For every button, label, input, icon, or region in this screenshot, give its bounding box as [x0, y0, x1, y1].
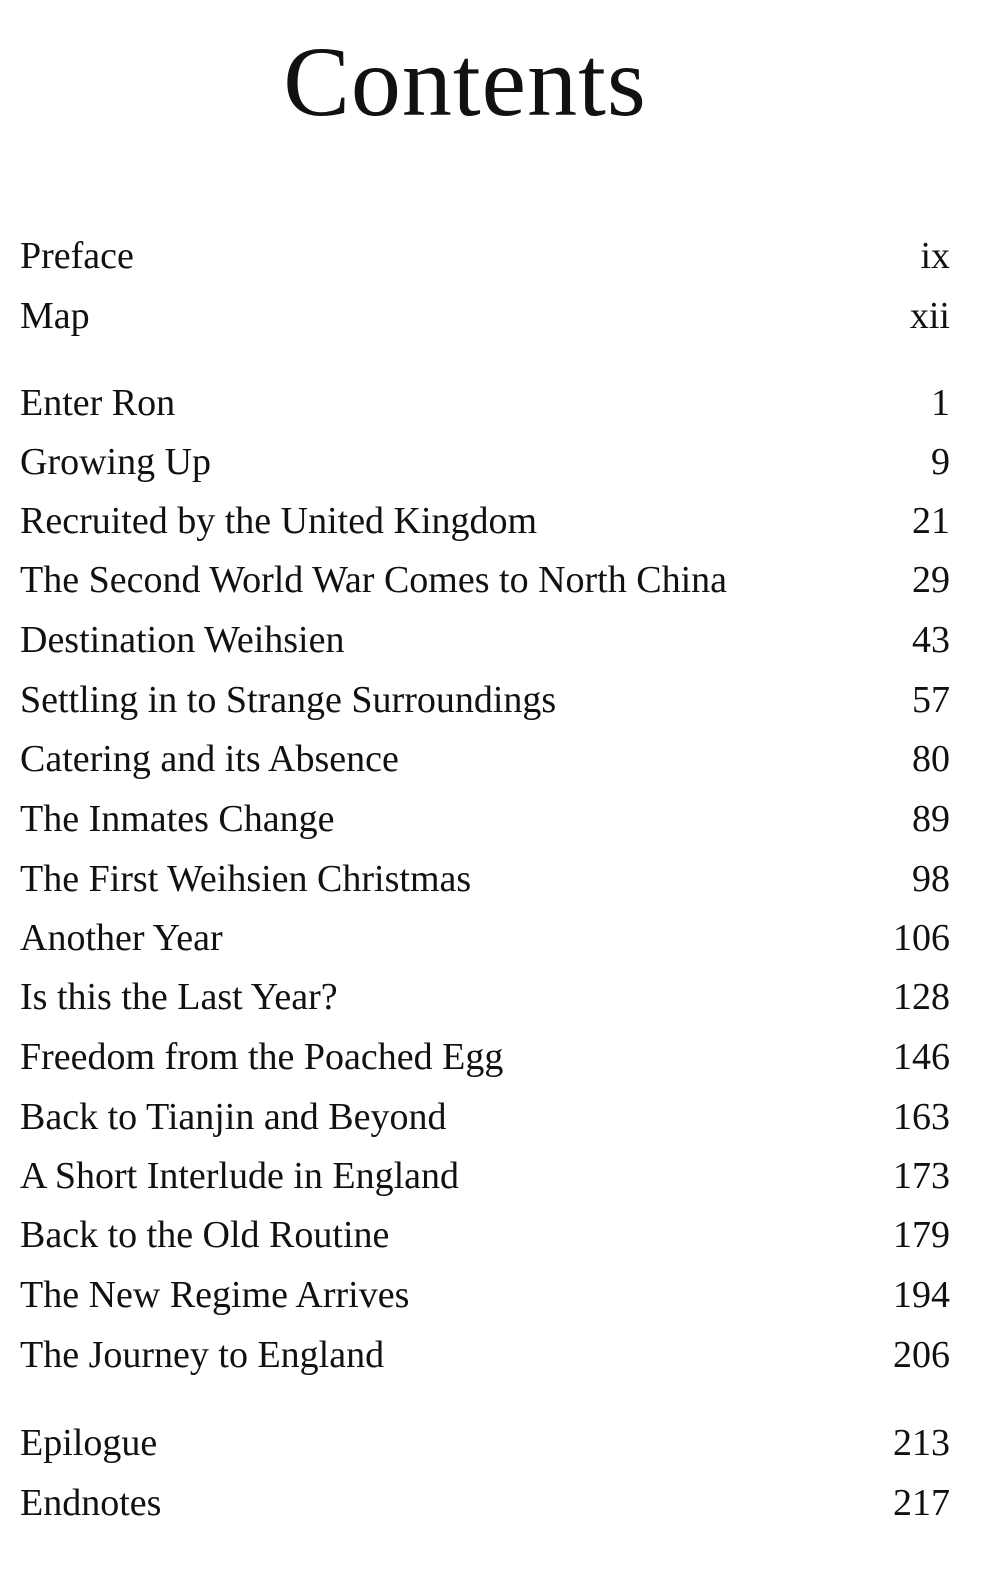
- toc-entry: [20, 789, 950, 849]
- toc-entry: [20, 432, 950, 492]
- toc-entry-page: 9: [931, 441, 950, 483]
- toc-entry: [20, 967, 950, 1027]
- toc-entry: [20, 849, 950, 909]
- toc-entry: [20, 550, 950, 610]
- toc-entry-label: Preface: [20, 235, 134, 277]
- toc-entry: [20, 226, 950, 286]
- toc-entry-label: Recruited by the United Kingdom: [20, 500, 538, 542]
- toc-entry-label: Back to the Old Routine: [20, 1214, 390, 1256]
- toc-entry-label: The Second World War Comes to North China: [20, 559, 727, 601]
- toc-entry-label: Another Year: [20, 917, 223, 959]
- toc-entry: [20, 670, 950, 730]
- toc-entry: [20, 1205, 950, 1265]
- toc-entry-label: Destination Weihsien: [20, 619, 345, 661]
- toc-entry-page: 163: [893, 1096, 950, 1138]
- toc-entry: [20, 286, 950, 346]
- toc-entry-page: 43: [912, 619, 950, 661]
- toc-entry: [20, 1027, 950, 1087]
- toc-entry: [20, 908, 950, 968]
- toc-entry-label: Enter Ron: [20, 382, 176, 424]
- toc-entry-label: Back to Tianjin and Beyond: [20, 1096, 447, 1138]
- toc-entry-label: Is this the Last Year?: [20, 976, 338, 1018]
- toc-entry-page: 179: [893, 1214, 950, 1256]
- toc-entry-label: Map: [20, 295, 90, 337]
- toc-entry-page: 89: [912, 798, 950, 840]
- toc-entry-label: Settling in to Strange Surroundings: [20, 679, 557, 721]
- toc-entry: [20, 1473, 950, 1533]
- toc-entry: [20, 373, 950, 433]
- page-title: Contents: [283, 26, 647, 137]
- toc-entry-label: A Short Interlude in England: [20, 1155, 460, 1197]
- toc-entry: [20, 1413, 950, 1473]
- toc-entry-label: Growing Up: [20, 441, 212, 483]
- toc-entry-page: 146: [893, 1036, 950, 1078]
- toc-entry-page: 21: [912, 500, 950, 542]
- toc-entry-label: The First Weihsien Christmas: [20, 858, 472, 900]
- toc-entry-page: ix: [920, 235, 950, 277]
- toc-entry-page: 106: [893, 917, 950, 959]
- toc-entry-label: The New Regime Arrives: [20, 1274, 410, 1316]
- toc-entry-label: Freedom from the Poached Egg: [20, 1036, 504, 1078]
- toc-entry: [20, 610, 950, 670]
- toc-entry-page: 213: [893, 1422, 950, 1464]
- toc-entry: [20, 729, 950, 789]
- toc-entry: [20, 1087, 950, 1147]
- toc-entry-page: 206: [893, 1334, 950, 1376]
- toc-entry-page: 217: [893, 1482, 950, 1524]
- toc-entry-page: 1: [931, 382, 950, 424]
- toc-entry-page: 194: [893, 1274, 950, 1316]
- toc-entry-page: xii: [909, 295, 950, 337]
- table-of-contents: [20, 0, 950, 1571]
- toc-entry-label: The Journey to England: [20, 1334, 385, 1376]
- toc-entry: [20, 1265, 950, 1325]
- toc-entry-page: 128: [893, 976, 950, 1018]
- toc-entry: [20, 491, 950, 551]
- toc-entry: [20, 1325, 950, 1385]
- toc-entry: [20, 1146, 950, 1206]
- toc-entry-label: Catering and its Absence: [20, 738, 399, 780]
- toc-entry-page: 29: [912, 559, 950, 601]
- toc-entry-label: The Inmates Change: [20, 798, 335, 840]
- toc-entry-page: 80: [912, 738, 950, 780]
- toc-entry-label: Epilogue: [20, 1422, 158, 1464]
- toc-entry-label: Endnotes: [20, 1482, 162, 1524]
- toc-entry-page: 57: [912, 679, 950, 721]
- toc-entry-page: 173: [893, 1155, 950, 1197]
- toc-entry-page: 98: [912, 858, 950, 900]
